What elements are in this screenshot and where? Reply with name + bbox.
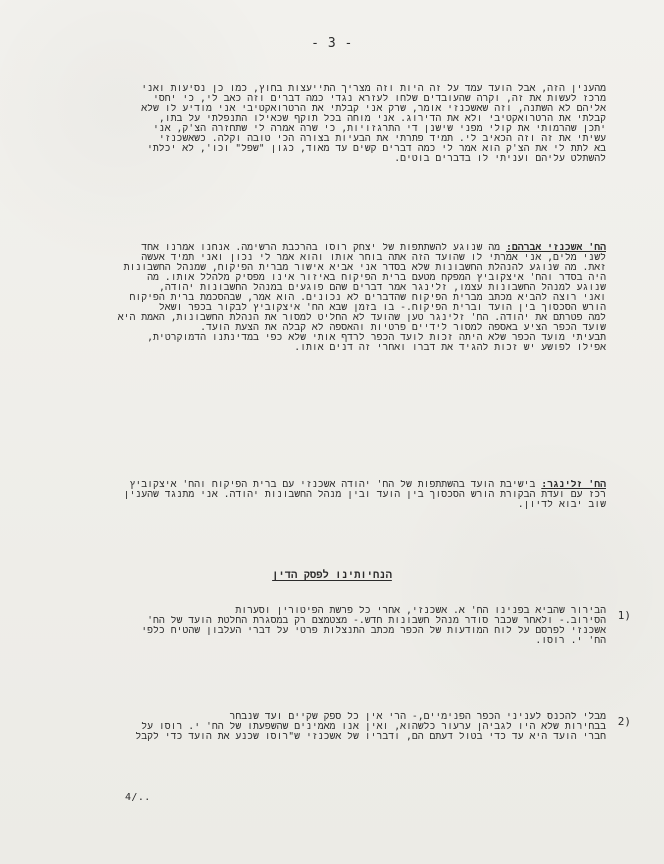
paragraph-line: אליהם לא השתנה, וזה שאשכנזי אומר, שרק אני קבלתי את הרטרואקטיבי אני מודיע לו שלא [141, 104, 606, 114]
item-line: מבלי להכנס לעניני הכפר הפנימיים,- הרי אין כל ספק שקיים ועד שנבחר [229, 712, 606, 722]
paragraph-line: למה פטרתם את יהודה. הח' זלינגר טען שהועד לא החליט למסור את הנהלת החשבונות, האמת היא [117, 313, 606, 323]
paragraph-line [40, 243, 606, 253]
paragraph-line: תבעיתי מועד הכפר שלא היתה זכות לועד הכפר לרדף אותי שלא כפי במדינתנו הדמוקרטית, [147, 333, 606, 343]
paragraph-line: הורש הסכסוך בין הועד וברית הפיקוח.- בו בזמן שבא הח' איצקוביץ לבקור בכפר ושאל [158, 303, 606, 313]
paragraph-2 [40, 243, 606, 353]
paragraph-line: שועד הכפר הציע באספה למסור לידיים פרטיות והאספה לא קבלה את הצעת הועד. [200, 323, 606, 333]
page-number: - 3 - [311, 36, 353, 51]
item-line: הח' י. רוסו. [535, 636, 606, 646]
item-line: חברי הועד היא עד כדי בטול דעתם הם, ודבריו של אשכנזי ש"רוסו שכנע את הועד כדי לקבל [135, 732, 606, 742]
paragraph-line: עשיתי את זה וזה הכאיב לי. תמיד פתרתי את הבעיות בצורה הכי טובה וקלה. כשאשכנזי [158, 134, 606, 144]
paragraph-line: שוב יבוא לדיון. [517, 500, 606, 510]
paragraph-line: מרכז לעשות את זה, וקרה שהעובדים שלחו לעזרא נגדי כמה דברים וזה כאב לי, כי יחסי [152, 94, 606, 104]
item-line: בבחירות שלא היו לגביהן ערעור כלשהוא, ואין אנו מאמינים שהשפעתו של הח' י. רוסו על [141, 722, 606, 732]
paragraph-1 [40, 84, 606, 164]
speaker-text: מה שנוגע להשתתפות של יצחק רוסו בהרכבת הרשימה. אנחנו אמרנו אחד [141, 243, 501, 253]
speaker-name: הח' אשכנזי אברהם: [505, 243, 606, 253]
paragraph-line: קבלתי את הרטרואקטיבי ולא את הדירוג. אני מוחה בכל תוקף שכאילו התנפלתי על בתו, [158, 114, 606, 124]
paragraph-line: זאת. מה שנוגע להנהלת החשבונות שלא בסדר אני אביא אישור מברית הפיקוח, שמנהל החשבונות [123, 263, 606, 273]
paragraph-line: בא לתת לי את הצ'ק הוא אמר לי כמה דברים קשים עד מאוד, כגון "שפל" וכו', לא יכלתי [146, 144, 606, 154]
paragraph-line: היה בסדר והח' איצקוביץ המפקח מטעם ברית הפיקוח באיזור אינו מפסיק מלהלל אותו. מה [147, 273, 606, 283]
paragraph-line: שנוגע למנהל החשבונות עצמו, זלינגר אמר דברים שהם פוגעים במנהל החשבונות יהודה, [158, 283, 606, 293]
paragraph-line [40, 480, 606, 490]
numbered-item-1 [40, 606, 606, 646]
paragraph-3 [40, 480, 606, 510]
item-line: הסירוב.- ולאחר שכבר סודר מנהל חשבונות חדש.- מצטמצם רק במסגרת החלטת הועד של הח' [147, 616, 606, 626]
section-heading: הנחיותינו לפסק הדין [272, 569, 392, 581]
item-number: 2) [617, 715, 631, 728]
paragraph-line: יתכן שהרמותי את קולי מפני שישנן די התרגזויות, כי שרה אמרה לי שתחזרה הצ'ק, אני [152, 124, 606, 134]
paragraph-line: ואני רוצה להביא מכתב מברית הפיקוח שהדברים לא נכונים. הוא אמר, שבהסכמת ברית הפיקוח [129, 293, 606, 303]
speaker-name: הח' זלינגר: [541, 480, 606, 490]
item-line: אשכנזי לפרסם על לוח המודעות של הכפר מכתב התנצלות פרטי על דברי העלבון שהטיח כלפי [141, 626, 606, 636]
paragraph-line: מהענין הזה, אבל הועד עמד על זה היות וזה מצריך התייעצות בחוץ, כמו כן נסיעות ואני [141, 84, 606, 94]
paragraph-line: אפילו לפושע יש זכות להגיד את דברו ואחרי זה דנים אותו. [294, 343, 606, 353]
continuation-mark: 4/.. [125, 792, 151, 803]
item-number: 1) [617, 609, 631, 622]
speaker-text: בישיבת הועד בהשתתפות של הח' יהודה אשכנזי עם ברית הפיקוח והח' איצקוביץ [129, 480, 536, 490]
paragraph-line: לשני מלים, אני אמרתי לו שהועד הזה אתה בוחר אותו והוא אמר לי נכון ואני תמיד אעשה [141, 253, 606, 263]
paragraph-line: להשתלט עליהם ועניתי לו בדברים בוטים. [394, 154, 606, 164]
item-line: הבירור שהביא בפנינו הח' א. אשכנזי, אחרי כל פרשת הפיטורין וסערות [235, 606, 606, 616]
numbered-item-2 [40, 712, 606, 742]
paragraph-line: רכז עם ועדת הבקורת הורש הסכסוך בין הועד ובין מנהל החשבונות יהודה. אני מתנגד שהענין [123, 490, 606, 500]
